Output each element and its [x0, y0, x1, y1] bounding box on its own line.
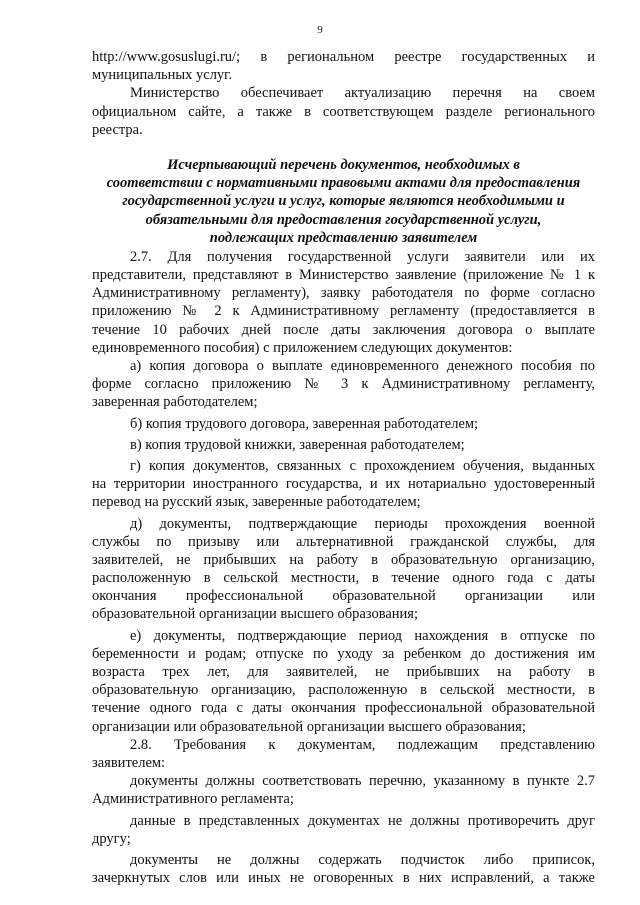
text-line: заверенная работодателем;	[92, 394, 258, 411]
text-line: 2.8. Требования к документам, подлежащим представлению	[130, 736, 595, 753]
page-number: 9	[317, 24, 323, 36]
requirement-1	[92, 772, 595, 808]
heading-line: соответствии с нормативными правовыми актами для предоставления	[106, 175, 581, 192]
text-line: Административного регламента;	[92, 791, 294, 808]
text-line: Министерство обеспечивает актуализацию перечня на своем	[130, 85, 595, 102]
text-line: образовательную организацию, расположенную в сельской местности, в	[92, 682, 595, 699]
text-line: расположенную в сельской местности, в течение одного года с даты	[92, 570, 595, 587]
heading-line: подлежащих представлению заявителем	[209, 229, 478, 246]
section-heading	[92, 156, 595, 247]
paragraph-2-8	[92, 736, 595, 772]
text-line: документы должны соответствовать перечню, указанному в пункте 2.7	[130, 773, 595, 790]
list-item-e	[92, 627, 595, 736]
text-line: заявителем:	[92, 754, 166, 771]
list-item-v	[92, 436, 595, 454]
text-line: реестра.	[92, 121, 143, 138]
text-line: единовременного пособия) с приложением следующих документов:	[92, 339, 513, 356]
heading-line: Исчерпывающий перечень документов, необходимых в	[167, 156, 520, 173]
list-item-b	[92, 415, 595, 433]
list-item-d	[92, 515, 595, 624]
text-line: возраста трех лет, для заявителей, не прибывших на работу в	[92, 664, 595, 680]
document-body	[92, 48, 595, 887]
text-line: образовательной организации высшего образования;	[92, 606, 419, 623]
text-line: перевод на русский язык, заверенные работодателем;	[92, 494, 421, 511]
text-line: г) копия документов, связанных с прохождением обучения, выданных	[130, 457, 595, 474]
text-line: Административному регламенту), заявку работодателя по форме согласно	[92, 285, 595, 302]
heading-line: обязательными для предоставления государственной услуги,	[145, 211, 542, 228]
text-line: беременности и родам; отпуске по уходу за ребенком до достижения им	[92, 645, 595, 662]
text-line: представители, представляют в Министерство заявление (приложение № 1 к	[92, 267, 595, 284]
text-line: на территории иностранного государства, и их нотариально удостоверенный	[92, 476, 595, 493]
text-line: е) документы, подтверждающие период нахождения в отпуске по	[130, 627, 595, 644]
text-line: приложению № 2 к Административному регламенту (предоставляется в	[92, 303, 595, 320]
text-line: организации или образовательной организации высшего образования;	[92, 718, 526, 735]
text-line: официальном сайте, а также в соответствующем разделе регионального	[92, 103, 595, 120]
text-line: в) копия трудовой книжки, заверенная работодателем;	[130, 436, 465, 453]
text-line: течение 10 рабочих дней после даты заключения договора о выплате	[92, 321, 595, 338]
text-line: течение одного года с даты окончания профессиональной образовательной	[92, 700, 595, 717]
text-line: форме согласно приложению № 3 к Административному регламенту,	[92, 376, 595, 393]
heading-line: государственной услуги и услуг, которые являются необходимыми и	[122, 193, 565, 210]
list-item-a	[92, 357, 595, 412]
text-line: а) копия договора о выплате единовременного денежного пособия по	[130, 358, 595, 374]
requirement-3	[92, 851, 595, 887]
text-line: окончания профессиональной образовательной организации или	[92, 588, 595, 605]
text-line: муниципальных услуг.	[92, 67, 233, 84]
requirement-2	[92, 812, 595, 848]
text-line: другу;	[92, 830, 131, 847]
list-item-g	[92, 457, 595, 512]
intro-block	[92, 48, 595, 139]
text-line: документы не должны содержать подчисток либо приписок,	[130, 851, 595, 868]
text-line: данные в представленных документах не должны противоречить друг	[130, 812, 595, 829]
text-line: д) документы, подтверждающие периоды прохождения военной	[130, 515, 595, 532]
text-line: заявителей, не прибывших на работу в образовательную организацию,	[92, 551, 595, 568]
text-line: 2.7. Для получения государственной услуги заявители или их	[130, 248, 595, 265]
text-line: http://www.gosuslugi.ru/; в региональном реестре государственных и	[92, 49, 595, 65]
text-line: зачеркнутых слов или иных не оговоренных в них исправлений, а также	[92, 870, 595, 887]
paragraph-2-7	[92, 248, 595, 357]
text-line: б) копия трудового договора, заверенная работодателем;	[130, 415, 479, 432]
text-line: службы по призыву или альтернативной гражданской службы, для	[92, 533, 595, 550]
